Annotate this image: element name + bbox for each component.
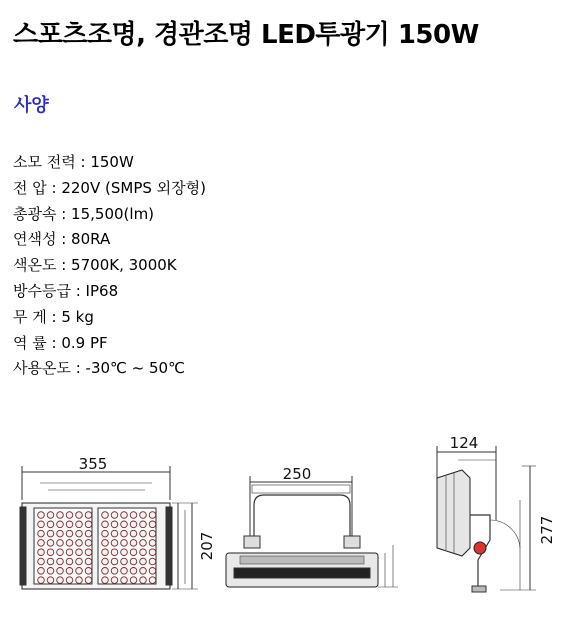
led-dot <box>57 521 64 528</box>
led-dot <box>140 530 147 537</box>
led-dot <box>130 577 137 584</box>
led-dot <box>102 549 109 556</box>
led-dot <box>85 530 92 537</box>
led-dot <box>38 530 45 537</box>
led-dot <box>66 540 73 547</box>
led-dot <box>121 512 128 519</box>
led-dot <box>149 577 156 584</box>
led-dot <box>57 568 64 575</box>
led-dot <box>66 568 73 575</box>
front-height-label: 207 <box>198 531 216 561</box>
led-dot <box>76 530 83 537</box>
led-dot <box>130 558 137 565</box>
led-dot <box>85 512 92 519</box>
led-dot <box>102 558 109 565</box>
led-dot <box>38 549 45 556</box>
led-dot <box>47 549 54 556</box>
led-dot <box>38 577 45 584</box>
led-dot <box>76 577 83 584</box>
led-dot <box>130 540 137 547</box>
led-dot <box>140 521 147 528</box>
led-dot <box>47 558 54 565</box>
led-dot <box>85 558 92 565</box>
profile-view-drawing <box>437 446 536 592</box>
led-dot <box>66 512 73 519</box>
led-dot <box>66 558 73 565</box>
product-title: 스포츠조명, 경관조명 LED투광기 150W <box>13 20 479 50</box>
led-dot <box>102 540 109 547</box>
led-dot <box>47 521 54 528</box>
led-dot <box>149 512 156 519</box>
led-dot <box>38 568 45 575</box>
side-view-drawing <box>226 476 398 587</box>
spec-operating-temp: 사용온도 : -30℃ ~ 50℃ <box>13 359 185 378</box>
led-dot <box>85 577 92 584</box>
led-dot <box>76 568 83 575</box>
led-dot <box>111 558 118 565</box>
led-dot <box>76 540 83 547</box>
led-dot <box>111 568 118 575</box>
dimension-drawings <box>0 425 564 625</box>
front-width-label: 355 <box>78 455 108 473</box>
led-dot <box>76 512 83 519</box>
led-dot <box>57 558 64 565</box>
led-dot <box>140 577 147 584</box>
led-dot <box>102 530 109 537</box>
led-dot <box>76 549 83 556</box>
led-dot <box>57 540 64 547</box>
led-dot <box>140 540 147 547</box>
led-dot <box>76 521 83 528</box>
led-dot <box>149 549 156 556</box>
led-dot <box>38 540 45 547</box>
led-dot <box>149 530 156 537</box>
led-dot <box>121 521 128 528</box>
led-dot <box>130 549 137 556</box>
led-dot <box>85 549 92 556</box>
led-dot <box>111 521 118 528</box>
led-dot <box>149 540 156 547</box>
spec-luminous-flux: 총광속 : 15,500(lm) <box>13 204 155 223</box>
led-dot <box>111 577 118 584</box>
led-dot <box>85 521 92 528</box>
spec-power-factor: 역 률 : 0.9 PF <box>13 333 108 352</box>
spec-weight: 무 게 : 5 kg <box>13 307 94 326</box>
led-dot <box>149 568 156 575</box>
side-width-label: 250 <box>282 465 312 483</box>
led-dot <box>47 577 54 584</box>
led-dot <box>85 568 92 575</box>
led-dot <box>121 540 128 547</box>
led-dot <box>66 530 73 537</box>
led-dot <box>47 540 54 547</box>
led-dot <box>57 549 64 556</box>
led-dot <box>57 577 64 584</box>
led-dot <box>140 568 147 575</box>
led-dot <box>111 540 118 547</box>
spec-color-rendering: 연색성 : 80RA <box>13 230 111 249</box>
spec-list <box>13 150 206 382</box>
led-dot <box>111 512 118 519</box>
led-dot <box>111 549 118 556</box>
spec-waterproof: 방수등급 : IP68 <box>13 281 119 300</box>
led-dot <box>57 530 64 537</box>
led-dot <box>57 512 64 519</box>
led-dot <box>121 549 128 556</box>
led-dot <box>149 521 156 528</box>
led-dot <box>140 558 147 565</box>
led-dot <box>47 568 54 575</box>
led-dot <box>38 558 45 565</box>
spec-heading: 사양 <box>14 95 49 116</box>
led-dot <box>130 568 137 575</box>
led-dot <box>76 558 83 565</box>
led-dot <box>130 530 137 537</box>
led-dot <box>149 558 156 565</box>
led-dot <box>47 512 54 519</box>
led-dot <box>66 577 73 584</box>
led-dot <box>66 549 73 556</box>
front-view-drawing <box>20 466 198 589</box>
led-dot <box>85 540 92 547</box>
profile-height-label: 277 <box>538 515 556 545</box>
profile-width-label: 124 <box>449 434 479 452</box>
led-dot <box>130 512 137 519</box>
led-dot <box>38 521 45 528</box>
led-dot <box>130 521 137 528</box>
led-dot <box>140 549 147 556</box>
led-dot <box>140 512 147 519</box>
led-dot <box>121 568 128 575</box>
led-dot <box>102 512 109 519</box>
led-dot <box>66 521 73 528</box>
spec-power: 소모 전력 : 150W <box>13 153 134 171</box>
led-dot <box>102 577 109 584</box>
led-dot <box>47 530 54 537</box>
led-dot <box>121 530 128 537</box>
spec-color-temperature: 색온도 : 5700K, 3000K <box>13 256 177 275</box>
led-dot <box>102 521 109 528</box>
led-dot <box>121 577 128 584</box>
led-dot <box>111 530 118 537</box>
led-dot <box>121 558 128 565</box>
led-dot <box>38 512 45 519</box>
spec-voltage: 전 압 : 220V (SMPS 외장형) <box>13 178 206 197</box>
led-dot <box>102 568 109 575</box>
